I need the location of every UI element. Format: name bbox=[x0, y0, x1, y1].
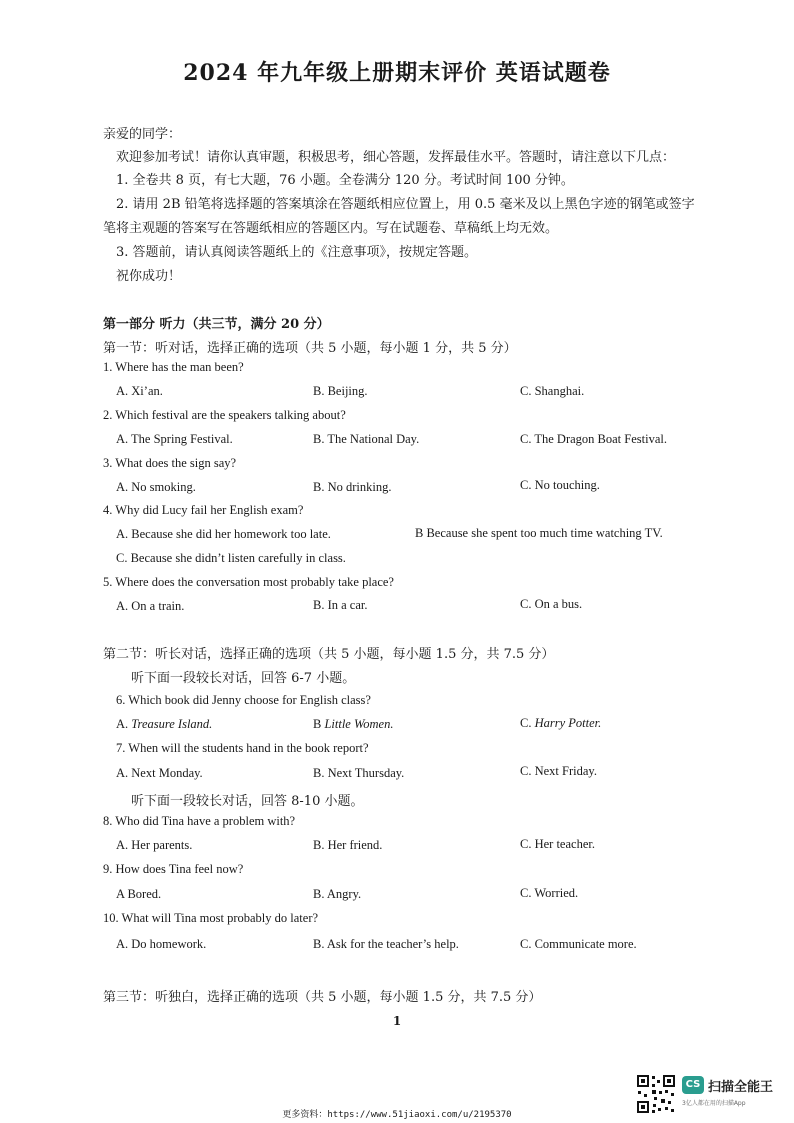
page-number: 1 bbox=[392, 1014, 402, 1028]
part-heading: 第一部分 听力（共三节，满分 20 分） bbox=[103, 317, 330, 332]
option-a: A. Next Monday. bbox=[116, 766, 203, 780]
option-c: C. Communicate more. bbox=[520, 937, 637, 951]
question: 10. What will Tina most probably do later? bbox=[103, 911, 319, 925]
option-a: A. The Spring Festival. bbox=[116, 432, 233, 446]
option-c: C. Shanghai. bbox=[520, 384, 585, 398]
question: 5. Where does the conversation most probably take place? bbox=[103, 575, 394, 589]
intro-line: 2. 请用 2B 铅笔将选择题的答案填涂在答题纸相应位置上，用 0.5 毫米及以上黑色字迹的钢笔或签字 bbox=[116, 197, 695, 212]
option-a: A. Because she did her homework too late. bbox=[116, 527, 331, 541]
footer-link[interactable]: 更多资料：https://www.51jiaoxi.com/u/2195370 bbox=[282, 1110, 512, 1120]
question: 7. When will the students hand in the book report? bbox=[116, 741, 369, 755]
option-c: C. The Dragon Boat Festival. bbox=[520, 432, 667, 446]
intro-line: 祝你成功！ bbox=[116, 269, 182, 284]
question: 9. How does Tina feel now? bbox=[103, 862, 244, 876]
option-b: B. No drinking. bbox=[313, 480, 392, 494]
section-heading: 第二节：听长对话，选择正确的选项（共 5 小题，每小题 1.5 分，共 7.5 分） bbox=[103, 647, 555, 662]
option-c: C. Harry Potter. bbox=[520, 716, 602, 730]
option-b: B. Angry. bbox=[313, 887, 362, 901]
option-c: C. Next Friday. bbox=[520, 764, 597, 778]
question: 6. Which book did Jenny choose for English class? bbox=[116, 693, 371, 707]
section-heading: 第三节：听独白，选择正确的选项（共 5 小题，每小题 1.5 分，共 7.5 分） bbox=[103, 990, 542, 1005]
option-c: C. On a bus. bbox=[520, 597, 583, 611]
option-b: B. The National Day. bbox=[313, 432, 420, 446]
option-b: B. Next Thursday. bbox=[313, 766, 405, 780]
question: 1. Where has the man been? bbox=[103, 360, 244, 374]
option-a: A. On a train. bbox=[116, 599, 185, 613]
option-c: C. Because she didn’t listen carefully in class. bbox=[116, 551, 346, 565]
option-c: C. Her teacher. bbox=[520, 837, 595, 851]
section-heading: 第一节：听对话，选择正确的选项（共 5 小题，每小题 1 分，共 5 分） bbox=[103, 341, 517, 356]
option-b: B. Beijing. bbox=[313, 384, 368, 398]
question: 8. Who did Tina have a problem with? bbox=[103, 814, 296, 828]
page-title: 2024 年九年级上册期末评价 英语试题卷 bbox=[183, 60, 611, 86]
option-a: A. No smoking. bbox=[116, 480, 196, 494]
question: 3. What does the sign say? bbox=[103, 456, 237, 470]
listening-instruction: 听下面一段较长对话，回答 6-7 小题。 bbox=[131, 671, 356, 686]
option-a: A. Treasure Island. bbox=[116, 717, 213, 731]
option-b: B Little Women. bbox=[313, 717, 394, 731]
question: 4. Why did Lucy fail her English exam? bbox=[103, 503, 304, 517]
option-c: C. Worried. bbox=[520, 886, 579, 900]
listening-instruction: 听下面一段较长对话，回答 8-10 小题。 bbox=[131, 794, 364, 809]
option-b: B. Ask for the teacher’s help. bbox=[313, 937, 459, 951]
option-c: C. No touching. bbox=[520, 478, 600, 492]
intro-line: 1. 全卷共 8 页，有七大题，76 小题。全卷满分 120 分。考试时间 100 分钟。 bbox=[116, 173, 574, 188]
greeting: 亲爱的同学： bbox=[103, 127, 182, 142]
option-b: B. Her friend. bbox=[313, 838, 383, 852]
option-a: A Bored. bbox=[116, 887, 162, 901]
option-b: B Because she spent too much time watching TV. bbox=[415, 526, 663, 540]
option-a: A. Her parents. bbox=[116, 838, 193, 852]
option-a: A. Xi’an. bbox=[116, 384, 163, 398]
option-b: B. In a car. bbox=[313, 598, 368, 612]
question: 2. Which festival are the speakers talking about? bbox=[103, 408, 346, 422]
camscanner-logo: CS bbox=[682, 1076, 704, 1094]
option-a: A. Do homework. bbox=[116, 937, 207, 951]
scanner-tagline: 3亿人都在用的扫描App bbox=[682, 1100, 746, 1107]
intro-line: 笔将主观题的答案写在答题纸相应的答题区内。写在试题卷、草稿纸上均无效。 bbox=[103, 221, 559, 236]
intro-line: 3. 答题前，请认真阅读答题纸上的《注意事项》，按规定答题。 bbox=[116, 245, 478, 260]
scanner-app-name: 扫描全能王 bbox=[708, 1080, 774, 1095]
intro-line: 欢迎参加考试！请你认真审题，积极思考，细心答题，发挥最佳水平。答题时，请注意以下几点： bbox=[116, 150, 676, 165]
